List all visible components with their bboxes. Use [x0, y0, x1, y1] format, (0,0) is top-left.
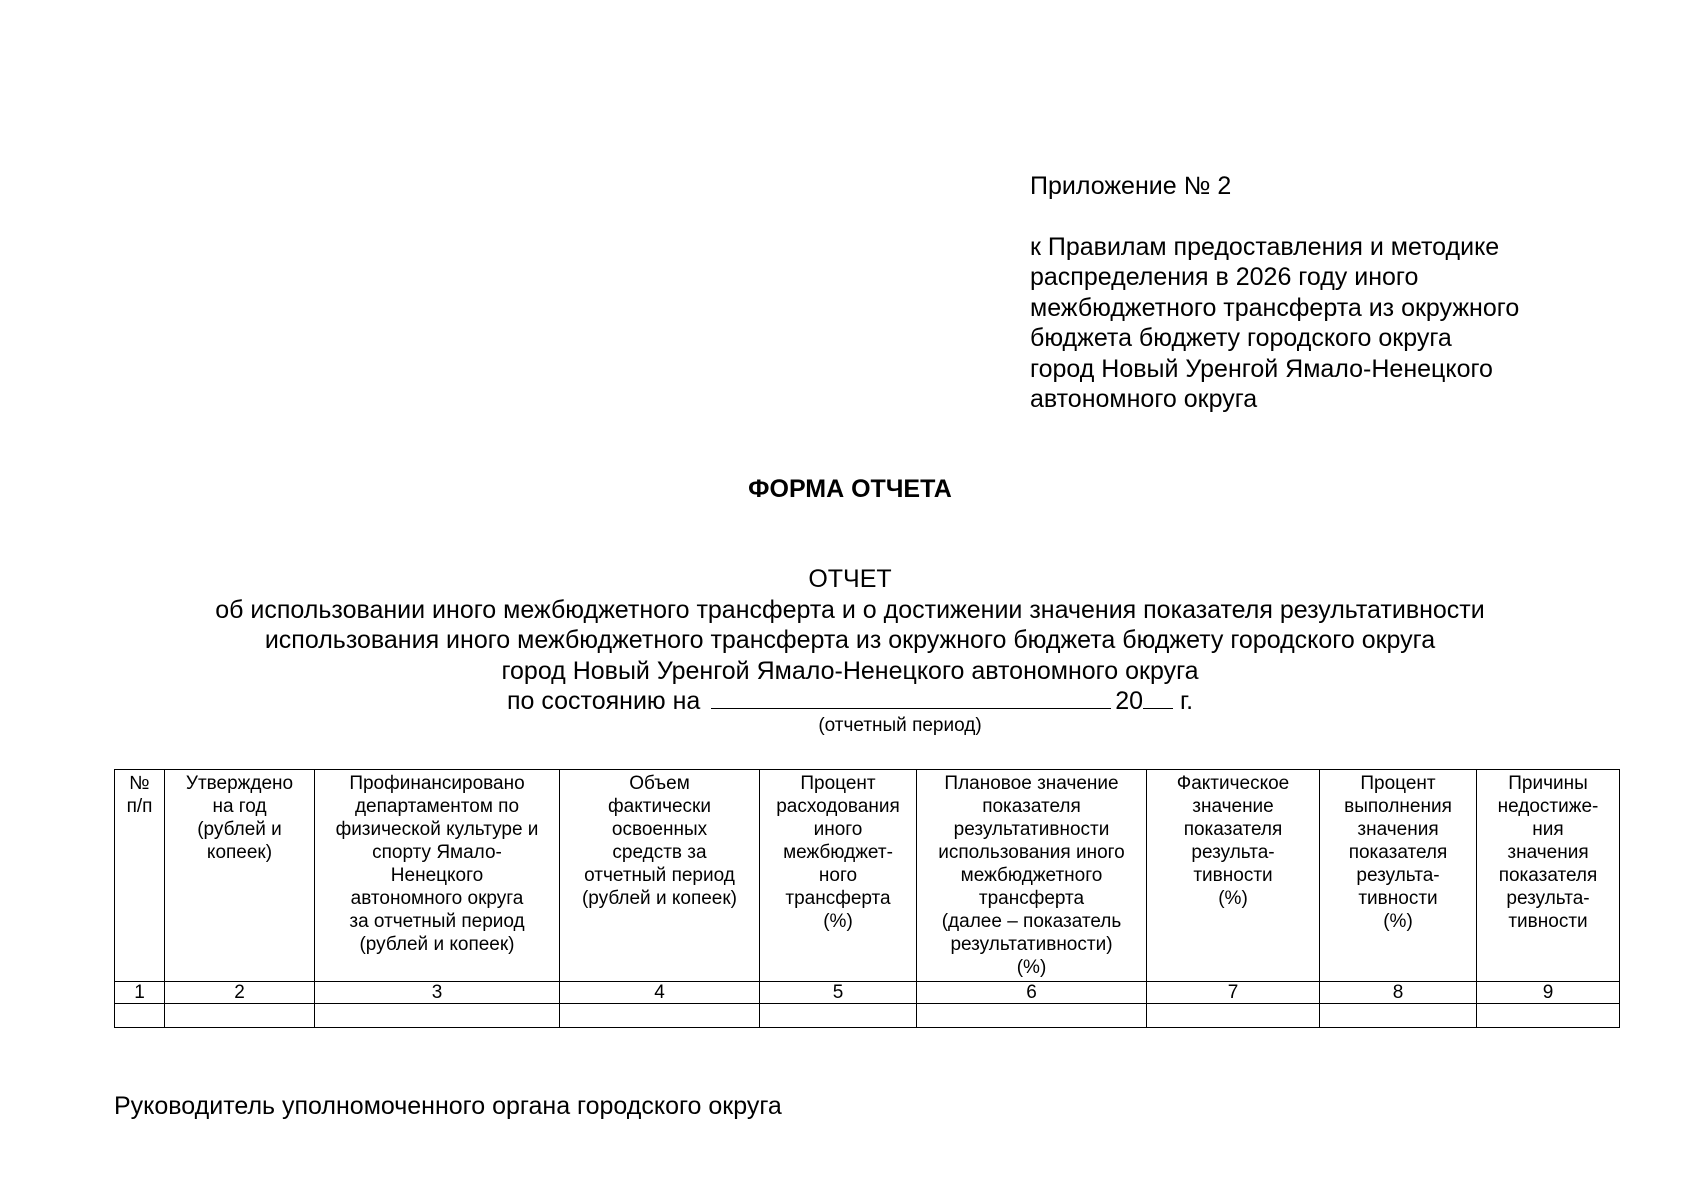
column-number-cell: 2 — [165, 982, 315, 1004]
column-number-cell: 7 — [1147, 982, 1320, 1004]
report-date-line — [0, 686, 1697, 717]
table-header-row — [115, 770, 1620, 982]
report-subtitle-line: использования иного межбюджетного трансферта из окружного бюджета бюджету городского округа — [264, 626, 1436, 654]
signature-line: Руководитель уполномоченного органа городского округа — [114, 1092, 782, 1120]
appendix-block — [1030, 171, 1630, 415]
appendix-line: бюджета бюджету городского округа — [1030, 324, 1452, 352]
appendix-number: Приложение № 2 — [1030, 172, 1232, 200]
column-number-cell: 3 — [315, 982, 560, 1004]
column-number-cell: 1 — [115, 982, 165, 1004]
form-title: ФОРМА ОТЧЕТА — [748, 475, 952, 503]
year-blank-field[interactable] — [1143, 688, 1173, 709]
header-cell: № п/п — [115, 770, 165, 982]
data-cell[interactable] — [917, 1004, 1147, 1028]
column-number-cell: 6 — [917, 982, 1147, 1004]
table-column-number-row — [115, 982, 1620, 1004]
date-blank-field[interactable] — [711, 688, 1111, 709]
appendix-line: к Правилам предоставления и методике — [1030, 232, 1500, 261]
report-table — [114, 769, 1620, 1028]
data-cell[interactable] — [165, 1004, 315, 1028]
header-cell: Процент расходования иного межбюджет- ного трансферта (%) — [760, 770, 917, 982]
header-cell: Фактическое значение показателя результа- тивности (%) — [1147, 770, 1320, 982]
header-cell: Причины недостиже- ния значения показателя результа- тивности — [1477, 770, 1620, 982]
header-cell: Плановое значение показателя результативности использования иного межбюджетного трансферта (далее – показатель результативности) (%) — [917, 770, 1147, 982]
appendix-line: автономного округа — [1030, 385, 1258, 413]
appendix-line: распределения в 2026 году иного — [1030, 263, 1419, 291]
data-cell[interactable] — [1320, 1004, 1477, 1028]
date-suffix: г. — [1180, 687, 1194, 715]
table-row — [115, 1004, 1620, 1028]
header-cell: Профинансировано департаментом по физической культуре и спорту Ямало- Ненецкого автономного округа за отчетный период (рублей и копеек) — [315, 770, 560, 982]
report-title-block — [0, 564, 1697, 717]
period-note: (отчетный период) — [818, 715, 982, 736]
data-cell[interactable] — [1477, 1004, 1620, 1028]
data-cell[interactable] — [760, 1004, 917, 1028]
data-cell[interactable] — [115, 1004, 165, 1028]
data-cell[interactable] — [560, 1004, 760, 1028]
appendix-line: город Новый Уренгой Ямало-Ненецкого — [1030, 354, 1493, 383]
appendix-line: межбюджетного трансферта из окружного — [1030, 293, 1520, 322]
data-cell[interactable] — [1147, 1004, 1320, 1028]
date-year: 20 — [1115, 687, 1144, 715]
header-cell: Утверждено на год (рублей и копеек) — [165, 770, 315, 982]
column-number-cell: 5 — [760, 982, 917, 1004]
report-heading: ОТЧЕТ — [808, 565, 892, 593]
column-number-cell: 9 — [1477, 982, 1620, 1004]
report-subtitle-line: об использовании иного межбюджетного трансферта и о достижении значения показателя результативности — [215, 595, 1485, 624]
report-subtitle-line: город Новый Уренгой Ямало-Ненецкого автономного округа — [501, 656, 1199, 685]
column-number-cell: 4 — [560, 982, 760, 1004]
date-prefix: по состоянию на — [506, 687, 701, 715]
header-cell: Объем фактически освоенных средств за отчетный период (рублей и копеек) — [560, 770, 760, 982]
column-number-cell: 8 — [1320, 982, 1477, 1004]
header-cell: Процент выполнения значения показателя результа- тивности (%) — [1320, 770, 1477, 982]
data-cell[interactable] — [315, 1004, 560, 1028]
